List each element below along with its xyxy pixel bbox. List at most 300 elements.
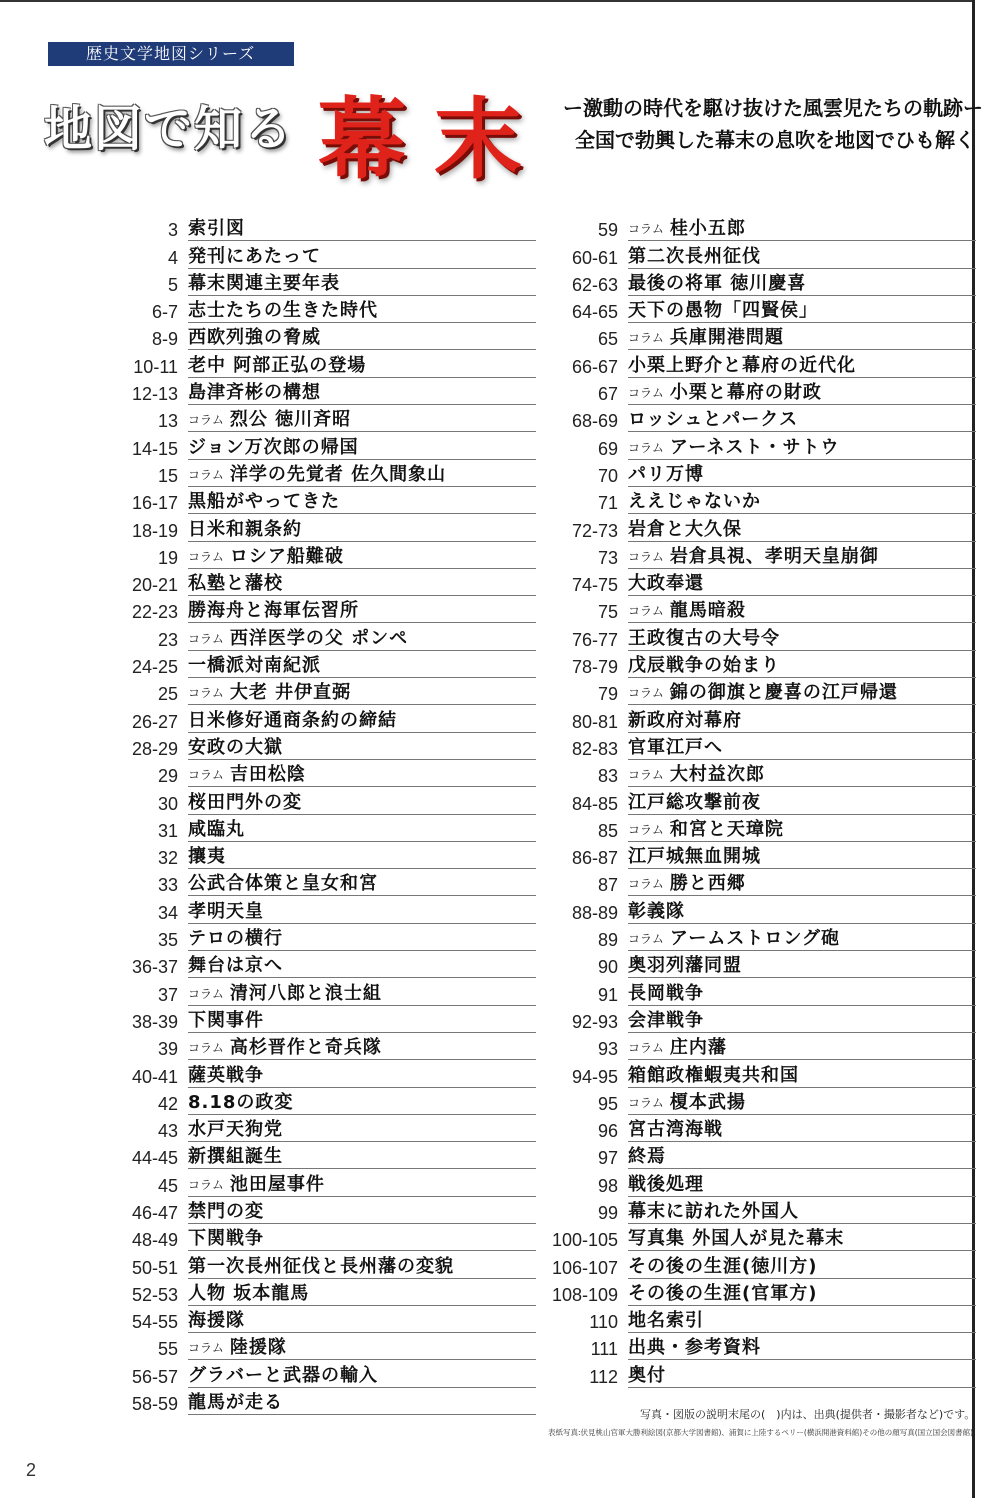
toc-title: 岩倉具視、孝明天皇崩御 — [669, 545, 879, 567]
toc-entry-body — [188, 1006, 536, 1033]
cover-photo-credit: 表紙写真:伏見桃山官軍大勝利絵図(京都大学図書館)、浦賀に上陸するペリー(横浜開港資料館)その他の顔写真(国立国会図書館) — [548, 1428, 974, 1437]
toc-entry-body — [628, 460, 976, 487]
toc-entry — [100, 405, 540, 432]
toc-entry — [540, 487, 980, 514]
toc-title: 桜田門外の変 — [188, 791, 302, 813]
toc-entry-body — [628, 569, 976, 596]
toc-entry — [540, 1115, 980, 1142]
toc-title: 安政の大獄 — [188, 736, 283, 758]
toc-title: 官軍江戸へ — [628, 736, 723, 758]
toc-entry — [100, 842, 540, 869]
toc-title: アームストロング砲 — [669, 928, 840, 950]
toc-entry — [100, 542, 540, 569]
toc-page-number: 36-37 — [131, 957, 178, 978]
toc-column-tag: コラム — [628, 604, 664, 619]
toc-entry — [100, 760, 540, 787]
toc-entry-body — [628, 323, 976, 350]
toc-page-number: 73 — [597, 547, 618, 568]
toc-entry — [100, 1169, 540, 1196]
toc-entry — [100, 1088, 540, 1115]
toc-title: 烈公 徳川斉昭 — [229, 409, 352, 431]
toc-entry — [100, 678, 540, 705]
toc-column-tag: コラム — [628, 768, 664, 783]
toc-entry-body — [628, 1006, 976, 1033]
toc-page-number: 88-89 — [571, 902, 618, 923]
subtitle-secondary: 全国で勃興した幕末の息吹を地図でひも解く — [575, 128, 975, 152]
toc-page-number: 38-39 — [131, 1011, 178, 1032]
toc-title: 池田屋事件 — [229, 1173, 325, 1195]
toc-entry — [540, 842, 980, 869]
toc-page-number: 32 — [157, 848, 178, 869]
toc-entry-body — [628, 214, 976, 241]
toc-page-number: 67 — [597, 384, 618, 405]
toc-entry-body — [628, 869, 976, 896]
toc-title: アーネスト・サトウ — [669, 436, 840, 458]
toc-entry — [100, 514, 540, 541]
toc-entry — [100, 296, 540, 323]
toc-column-tag: コラム — [188, 986, 224, 1001]
toc-entry — [100, 241, 540, 268]
toc-entry — [100, 432, 540, 459]
toc-page-number: 72-73 — [571, 520, 618, 541]
toc-entry-body — [188, 815, 536, 842]
toc-entry — [540, 1169, 980, 1196]
toc-entry-body — [628, 1142, 976, 1169]
toc-entry — [540, 1279, 980, 1306]
toc-entry-body — [188, 623, 536, 650]
toc-page-number: 48-49 — [131, 1230, 178, 1251]
toc-entry-body — [188, 1360, 536, 1387]
page-number: 2 — [26, 1460, 37, 1480]
toc-entry-body — [188, 842, 536, 869]
toc-page-number: 33 — [157, 875, 178, 896]
toc-entry-body — [628, 1169, 976, 1196]
toc-entry — [540, 378, 980, 405]
toc-page-number: 79 — [597, 684, 618, 705]
toc-column-tag: コラム — [188, 413, 224, 428]
toc-entry-body — [628, 1306, 976, 1333]
toc-title: 私塾と藩校 — [188, 573, 283, 595]
toc-entry-body — [628, 733, 976, 760]
toc-page-number: 5 — [167, 274, 178, 295]
toc-page-number: 96 — [597, 1121, 618, 1142]
toc-column-tag: コラム — [628, 1095, 664, 1110]
toc-entry — [100, 1142, 540, 1169]
toc-page-number: 110 — [589, 1312, 618, 1333]
toc-title: 下関戦争 — [188, 1228, 264, 1250]
toc-title: 最後の将軍 徳川慶喜 — [628, 272, 807, 294]
toc-title: 志士たちの生きた時代 — [188, 300, 378, 322]
toc-title: 第一次長州征伐と長州藩の変貌 — [188, 1255, 454, 1277]
toc-entry — [540, 733, 980, 760]
toc-page-number: 8-9 — [151, 329, 178, 350]
toc-entry-body — [188, 896, 536, 923]
toc-page-number: 80-81 — [571, 711, 618, 732]
toc-title: 日米修好通商条約の締結 — [188, 709, 397, 731]
toc-entry — [540, 1197, 980, 1224]
toc-column-tag: コラム — [188, 768, 224, 783]
toc-page-number: 4 — [167, 247, 178, 268]
toc-entry-body — [188, 432, 536, 459]
toc-column-tag: コラム — [188, 1177, 224, 1192]
toc-entry-body — [628, 1251, 976, 1278]
toc-title: 発刊にあたって — [188, 245, 321, 267]
toc-page-number: 112 — [589, 1366, 618, 1387]
toc-entry-body — [628, 978, 976, 1005]
toc-page-number: 45 — [157, 1175, 178, 1196]
toc-title: 終焉 — [628, 1146, 666, 1168]
toc-page-number: 66-67 — [571, 356, 618, 377]
toc-entry — [100, 596, 540, 623]
toc-entry-body — [188, 978, 536, 1005]
toc-page-number: 16-17 — [131, 493, 178, 514]
toc-entry — [540, 296, 980, 323]
toc-page-number: 64-65 — [571, 302, 618, 323]
toc-column-tag: コラム — [628, 822, 664, 837]
toc-entry-body — [188, 1142, 536, 1169]
toc-entry — [100, 1306, 540, 1333]
toc-entry-body — [628, 1333, 976, 1360]
toc-page-number: 65 — [597, 329, 618, 350]
toc-title: 錦の御旗と慶喜の江戸帰還 — [669, 682, 898, 704]
toc-title: 西洋医学の父 ポンペ — [229, 627, 409, 649]
toc-entry — [540, 1033, 980, 1060]
toc-entry — [100, 896, 540, 923]
toc-title: 地名索引 — [628, 1310, 704, 1332]
toc-page-number: 55 — [157, 1339, 178, 1360]
toc-page-number: 98 — [597, 1175, 618, 1196]
toc-entry — [100, 623, 540, 650]
toc-entry-body — [628, 542, 976, 569]
toc-entry — [540, 569, 980, 596]
toc-title: 小栗上野介と幕府の近代化 — [628, 354, 856, 376]
toc-entry-body — [628, 487, 976, 514]
toc-entry-body — [628, 623, 976, 650]
toc-page-number: 50-51 — [131, 1257, 178, 1278]
toc-entry-body — [188, 1033, 536, 1060]
toc-entry-body — [188, 1088, 536, 1115]
toc-entry-body — [628, 1060, 976, 1087]
toc-entry-body — [628, 514, 976, 541]
toc-column-tag: コラム — [188, 1341, 224, 1356]
toc-page-number: 31 — [157, 820, 178, 841]
title-accent: 幕末 — [318, 87, 551, 191]
toc-entry-body — [188, 924, 536, 951]
toc-column-tag: コラム — [188, 631, 224, 646]
toc-entry — [100, 269, 540, 296]
toc-title: 彰義隊 — [628, 900, 685, 922]
toc-title: 高杉晋作と奇兵隊 — [229, 1037, 382, 1059]
toc-entry — [540, 978, 980, 1005]
toc-title: 大村益次郎 — [669, 764, 765, 786]
toc-entry — [540, 951, 980, 978]
toc-page-number: 42 — [157, 1093, 178, 1114]
toc-title: 奥羽列藩同盟 — [628, 955, 742, 977]
toc-title: 下関事件 — [188, 1009, 264, 1031]
toc-column-tag: コラム — [628, 549, 664, 564]
toc-entry — [540, 651, 980, 678]
toc-page-number: 68-69 — [571, 411, 618, 432]
toc-entry — [100, 1251, 540, 1278]
toc-page-number: 99 — [597, 1202, 618, 1223]
toc-page-number: 19 — [157, 547, 178, 568]
toc-column-tag: コラム — [188, 1041, 224, 1056]
toc-entry-body — [628, 678, 976, 705]
toc-page-number: 71 — [597, 493, 618, 514]
toc-column-tag: コラム — [628, 222, 664, 237]
toc-entry — [540, 678, 980, 705]
toc-page-number: 22-23 — [131, 602, 178, 623]
toc-page-number: 84-85 — [571, 793, 618, 814]
toc-title: 榎本武揚 — [669, 1091, 746, 1113]
toc-entry — [100, 1197, 540, 1224]
toc-entry — [100, 1388, 540, 1415]
toc-page-number: 78-79 — [571, 657, 618, 678]
toc-column-tag: コラム — [188, 686, 224, 701]
toc-entry-body — [628, 705, 976, 732]
toc-page-number: 100-105 — [551, 1230, 618, 1251]
series-badge: 歴史文学地図シリーズ — [48, 42, 294, 66]
toc-entry — [100, 1006, 540, 1033]
toc-column-right — [540, 214, 980, 1388]
toc-entry-body — [628, 815, 976, 842]
toc-entry-body — [188, 241, 536, 268]
toc-entry-body — [628, 596, 976, 623]
toc-page-number: 69 — [597, 438, 618, 459]
toc-entry-body — [188, 460, 536, 487]
toc-entry — [100, 787, 540, 814]
toc-page-number: 58-59 — [131, 1394, 178, 1415]
toc-title: 攘夷 — [188, 846, 226, 868]
toc-title: テロの横行 — [188, 928, 283, 950]
subtitle-primary: ー激動の時代を駆け抜けた風雲児たちの軌跡ー — [563, 96, 983, 120]
toc-entry — [540, 1142, 980, 1169]
toc-entry — [540, 1224, 980, 1251]
toc-page-number: 70 — [597, 465, 618, 486]
toc-entry — [540, 1060, 980, 1087]
toc-entry-body — [188, 569, 536, 596]
source-note: 写真・図版の説明末尾の( )内は、出典(提供者・撮影者など)です。 — [640, 1408, 976, 1421]
toc-entry — [540, 623, 980, 650]
toc-entry-body — [628, 269, 976, 296]
toc-entry-body — [188, 1333, 536, 1360]
toc-entry-body — [628, 1088, 976, 1115]
toc-title: 大老 井伊直弼 — [229, 682, 352, 704]
toc-entry-body — [188, 869, 536, 896]
toc-entry-body — [188, 1169, 536, 1196]
toc-entry-body — [628, 651, 976, 678]
toc-entry — [100, 869, 540, 896]
toc-title: 兵庫開港問題 — [669, 327, 784, 349]
toc-entry-body — [628, 1197, 976, 1224]
toc-entry-body — [188, 1251, 536, 1278]
toc-title: 吉田松陰 — [229, 764, 306, 786]
toc-title: ええじゃないか — [628, 491, 761, 513]
toc-title: 小栗と幕府の財政 — [669, 382, 822, 404]
toc-entry — [100, 1033, 540, 1060]
toc-page-number: 62-63 — [571, 274, 618, 295]
toc-title: 王政復古の大号令 — [628, 627, 780, 649]
toc-entry — [540, 705, 980, 732]
toc-page-number: 60-61 — [571, 247, 618, 268]
toc-entry-body — [188, 596, 536, 623]
toc-title: ロッシュとパークス — [628, 409, 799, 431]
toc-entry-body — [188, 1197, 536, 1224]
toc-entry — [100, 487, 540, 514]
toc-title: 舞台は京へ — [188, 955, 283, 977]
toc-entry — [540, 460, 980, 487]
toc-title: 江戸城無血開城 — [628, 846, 761, 868]
toc-page-number: 83 — [597, 766, 618, 787]
toc-entry — [100, 1224, 540, 1251]
toc-entry-body — [188, 760, 536, 787]
toc-title: 黒船がやってきた — [188, 491, 340, 513]
toc-page-number: 23 — [157, 629, 178, 650]
toc-page-number: 3 — [167, 220, 178, 241]
toc-page-number: 95 — [597, 1093, 618, 1114]
toc-entry-body — [628, 350, 976, 377]
toc-page-number: 34 — [157, 902, 178, 923]
toc-page-number: 86-87 — [571, 848, 618, 869]
toc-entry-body — [188, 1060, 536, 1087]
toc-entry — [100, 460, 540, 487]
toc-title: 箱館政権蝦夷共和国 — [628, 1064, 799, 1086]
toc-page-number: 52-53 — [131, 1284, 178, 1305]
toc-title: 島津斉彬の構想 — [188, 382, 321, 404]
toc-title: 勝海舟と海軍伝習所 — [188, 600, 359, 622]
toc-title: 龍馬暗殺 — [669, 600, 746, 622]
toc-entry — [100, 978, 540, 1005]
toc-page-number: 25 — [157, 684, 178, 705]
toc-entry-body — [628, 951, 976, 978]
toc-page-number: 12-13 — [131, 384, 178, 405]
toc-entry — [540, 1306, 980, 1333]
toc-entry-body — [188, 323, 536, 350]
toc-entry-body — [188, 1306, 536, 1333]
title-main: 地図で知る — [44, 101, 295, 157]
toc-entry — [100, 705, 540, 732]
toc-entry — [540, 514, 980, 541]
toc-title: 一橋派対南紀派 — [188, 655, 321, 677]
page-border-top — [0, 0, 975, 2]
toc-page-number: 28-29 — [131, 738, 178, 759]
toc-entry — [540, 1251, 980, 1278]
toc-column-tag: コラム — [628, 686, 664, 701]
toc-entry — [540, 269, 980, 296]
toc-entry — [540, 869, 980, 896]
toc-page-number: 56-57 — [131, 1366, 178, 1387]
toc-entry-body — [188, 678, 536, 705]
toc-title: 出典・参考資料 — [628, 1337, 761, 1359]
toc-page-number: 87 — [597, 875, 618, 896]
toc-entry — [100, 815, 540, 842]
toc-entry-body — [628, 1360, 976, 1387]
toc-title: 海援隊 — [188, 1310, 245, 1332]
toc-entry-body — [628, 1115, 976, 1142]
toc-column-tag: コラム — [628, 1041, 664, 1056]
toc-title: 江戸総攻撃前夜 — [628, 791, 761, 813]
toc-entry-body — [188, 705, 536, 732]
toc-entry — [100, 569, 540, 596]
toc-page-number: 20-21 — [131, 575, 178, 596]
toc-title: 薩英戦争 — [188, 1064, 264, 1086]
toc-page-number: 76-77 — [571, 629, 618, 650]
toc-page-number: 24-25 — [131, 657, 178, 678]
toc-title: 岩倉と大久保 — [628, 518, 742, 540]
toc-entry-body — [628, 432, 976, 459]
toc-entry-body — [188, 1115, 536, 1142]
toc-entry-body — [188, 350, 536, 377]
toc-entry — [100, 1060, 540, 1087]
toc-page-number: 40-41 — [131, 1066, 178, 1087]
toc-page-number: 30 — [157, 793, 178, 814]
toc-title: その後の生涯(官軍方) — [628, 1282, 818, 1304]
toc-page-number: 54-55 — [131, 1312, 178, 1333]
toc-title: 索引図 — [188, 218, 245, 240]
toc-title: 新撰組誕生 — [188, 1146, 283, 1168]
toc-title: 会津戦争 — [628, 1009, 704, 1031]
toc-entry — [100, 350, 540, 377]
toc-entry — [100, 323, 540, 350]
toc-entry-body — [628, 924, 976, 951]
toc-entry — [100, 1115, 540, 1142]
toc-entry-body — [188, 1224, 536, 1251]
toc-page-number: 94-95 — [571, 1066, 618, 1087]
toc-title: 戦後処理 — [628, 1173, 704, 1195]
toc-page-number: 10-11 — [133, 356, 178, 377]
toc-entry — [100, 1333, 540, 1360]
toc-entry — [540, 214, 980, 241]
toc-entry-body — [628, 842, 976, 869]
toc-entry — [100, 924, 540, 951]
toc-title: ジョン万次郎の帰国 — [188, 436, 359, 458]
toc-title: 人物 坂本龍馬 — [188, 1282, 310, 1304]
toc-entry — [540, 350, 980, 377]
toc-title: パリ万博 — [628, 463, 704, 485]
toc-entry-body — [628, 896, 976, 923]
toc-title: 清河八郎と浪士組 — [229, 982, 382, 1004]
toc-entry — [540, 542, 980, 569]
toc-entry-body — [628, 405, 976, 432]
toc-page-number: 92-93 — [571, 1011, 618, 1032]
toc-entry — [540, 1088, 980, 1115]
toc-entry-body — [188, 514, 536, 541]
toc-entry — [100, 1360, 540, 1387]
toc-entry — [100, 1279, 540, 1306]
toc-page-number: 37 — [157, 984, 178, 1005]
toc-entry — [540, 760, 980, 787]
toc-entry-body — [188, 651, 536, 678]
toc-page-number: 59 — [597, 220, 618, 241]
toc-page-number: 89 — [597, 930, 618, 951]
toc-title: 天下の愚物「四賢侯」 — [628, 300, 818, 322]
toc-page-number: 97 — [597, 1148, 618, 1169]
toc-entry-body — [188, 378, 536, 405]
toc-page-number: 111 — [590, 1339, 618, 1360]
toc-title: 奥付 — [628, 1364, 666, 1386]
toc-entry — [540, 405, 980, 432]
toc-entry-body — [628, 1224, 976, 1251]
toc-title: 和宮と天璋院 — [669, 818, 784, 840]
toc-column-tag: コラム — [188, 549, 224, 564]
toc-title: 第二次長州征伐 — [628, 245, 761, 267]
toc-entry — [540, 323, 980, 350]
toc-title: 大政奉還 — [628, 573, 704, 595]
toc-title: 咸臨丸 — [188, 818, 245, 840]
toc-page-number: 13 — [157, 411, 178, 432]
toc-entry-body — [628, 241, 976, 268]
toc-title: 写真集 外国人が見た幕末 — [628, 1228, 845, 1250]
